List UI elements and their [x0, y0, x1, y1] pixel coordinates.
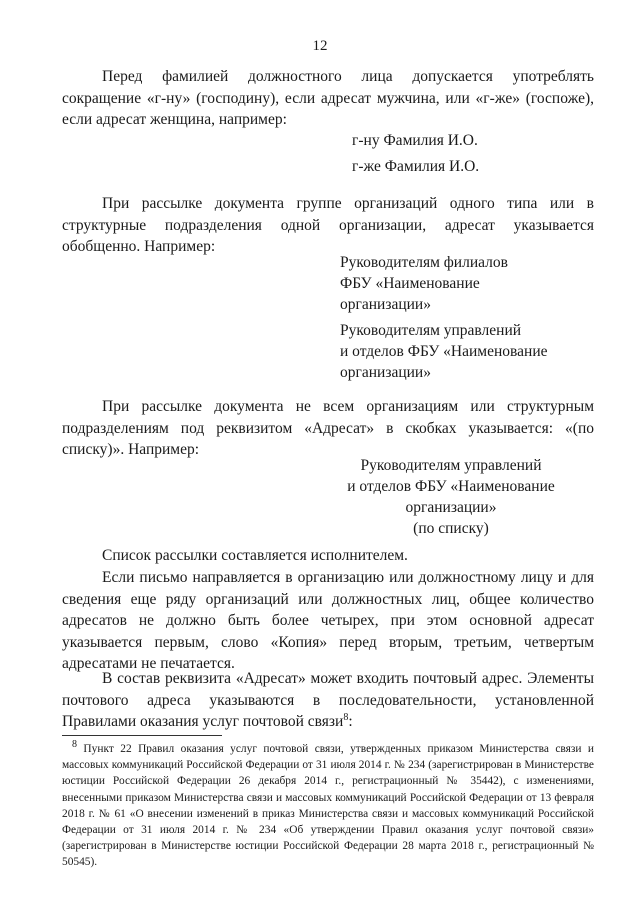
example-line: и отделов ФБУ «Наименование [347, 478, 555, 495]
paragraph-group-mailing: При рассылке документа группе организаций одного типа или в структурные подразделения одной организации, адресат указывается обобщенно. Например: [62, 195, 594, 255]
paragraph-multiple-addressees: Если письмо направляется в организацию или должностному лицу и для сведения еще ряду организаций или должностных лиц, общее количество адресатов не должно быть более четырех, при этом основной адресат указывается первым, слово «Копия» перед вторым, третьим, четвертым адресатами не печатается. [62, 569, 594, 672]
example-line: Руководителям управлений [360, 457, 542, 474]
example-addressee-branches [340, 252, 508, 315]
example-line: г-ну Фамилия И.О. [352, 132, 478, 149]
example-line: организации» [340, 296, 431, 313]
footnote [62, 741, 594, 871]
example-addressee-departments [340, 320, 548, 383]
footnote-separator [62, 735, 222, 736]
example-addressee-list [338, 455, 564, 539]
example-salutations [352, 130, 479, 177]
footnote-reference: 8 [343, 711, 349, 723]
page-number: 12 [312, 38, 328, 54]
footnote-marker: 8 [72, 739, 77, 751]
example-line: Руководителям филиалов [340, 254, 508, 271]
footnote-text: Пункт 22 Правил оказания услуг почтовой связи, утвержденных приказом Министерства связи и массовых коммуникаций Российской Федерации от 31 июля 2014 г. № 234 (зарегистрирован в Министерстве юстиции Российской Федерации 26 декабря 2014 г., регистрационный № 35442), с изменениями, внесенными приказом Министерства связи и массовых коммуникаций Российской Федерации от 13 февраля 2018 г. № 61 «О внесении изменений в приказ Министерства связи и массовых коммуникаций Российской Федерации от 31 июля 2014 г. № 234 «Об утверждении Правил оказания услуг почтовой связи» (зарегистрирован в Министерстве юстиции Российской Федерации 28 марта 2018 г., регистрационный № 50545). [62, 743, 594, 869]
example-line: организации» [340, 364, 431, 381]
paragraph-mailing-list: Список рассылки составляется исполнителем. [102, 547, 408, 564]
example-line: ФБУ «Наименование [340, 275, 480, 292]
example-line: (по списку) [413, 520, 489, 537]
example-line: Руководителям управлений [340, 322, 522, 339]
paragraph-text-end: : [348, 713, 353, 730]
example-line: и отделов ФБУ «Наименование [340, 343, 548, 360]
paragraph-partial-mailing: При рассылке документа не всем организациям или структурным подразделениям под реквизитом «Адресат» в скобках указывается: «(по списку)». Например: [62, 398, 594, 458]
example-line: г-же Фамилия И.О. [352, 158, 480, 175]
paragraph-salutation-abbrev: Перед фамилией должностного лица допускается употреблять сокращение «г-ну» (господину), если адресат мужчина, или «г-же» (госпоже), если адресат женщина, например: [62, 68, 594, 128]
paragraph-postal-address [62, 668, 594, 733]
example-line: организации» [405, 499, 497, 516]
paragraph-text: В состав реквизита «Адресат» может входить почтовый адрес. Элементы почтового адреса указываются в последовательности, установленной Правилами оказания услуг почтовой связи [62, 670, 594, 730]
